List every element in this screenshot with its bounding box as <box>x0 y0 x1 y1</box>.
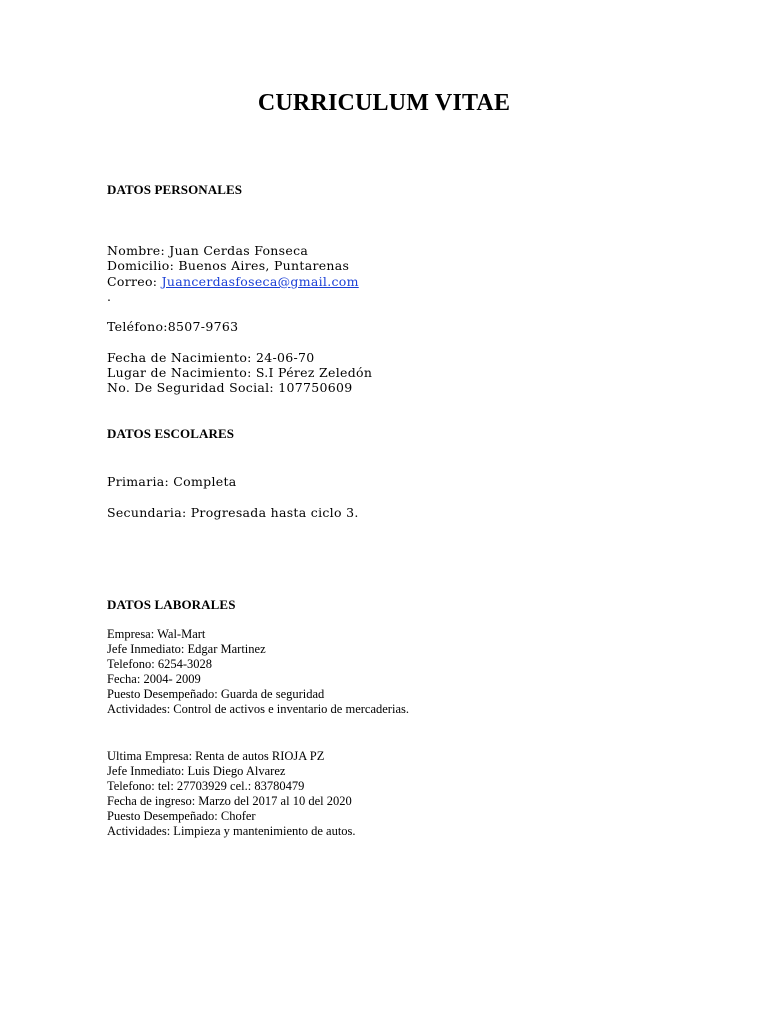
email-label: Correo: <box>107 274 162 289</box>
job1-position: Puesto Desempeñado: Guarda de seguridad <box>107 687 325 701</box>
job1-company: Empresa: Wal-Mart <box>107 627 206 641</box>
secondary-school-line: Secundaria: Progresada hasta ciclo 3. <box>107 505 359 520</box>
dot-line: . <box>107 289 112 304</box>
email-line <box>107 274 359 289</box>
document-title: CURRICULUM VITAE <box>257 90 511 116</box>
work-data-heading: DATOS LABORALES <box>107 597 236 612</box>
job2-position: Puesto Desempeñado: Chofer <box>107 809 256 823</box>
primary-school-line: Primaria: Completa <box>107 474 237 489</box>
job2-date: Fecha de ingreso: Marzo del 2017 al 10 del 2020 <box>107 794 352 808</box>
job2-company: Ultima Empresa: Renta de autos RIOJA PZ <box>107 749 325 763</box>
birth-place-line: Lugar de Nacimiento: S.I Pérez Zeledón <box>107 365 373 380</box>
email-link[interactable]: Juancerdasfoseca@gmail.com <box>161 274 359 289</box>
address-line: Domicilio: Buenos Aires, Puntarenas <box>107 258 350 273</box>
job1-activities: Actividades: Control de activos e inventario de mercaderias. <box>107 702 409 716</box>
job2-activities: Actividades: Limpieza y mantenimiento de autos. <box>107 824 356 838</box>
job1-date: Fecha: 2004- 2009 <box>107 672 201 686</box>
job2-boss: Jefe Inmediato: Luis Diego Alvarez <box>107 764 286 778</box>
job1-boss: Jefe Inmediato: Edgar Martinez <box>107 642 266 656</box>
phone-line: Teléfono:8507-9763 <box>107 319 239 334</box>
social-security-line: No. De Seguridad Social: 107750609 <box>107 380 353 395</box>
personal-data-heading: DATOS PERSONALES <box>107 182 243 197</box>
school-data-heading: DATOS ESCOLARES <box>107 426 235 441</box>
job1-phone: Telefono: 6254-3028 <box>107 657 213 671</box>
job2-phone: Telefono: tel: 27703929 cel.: 83780479 <box>107 779 305 793</box>
birth-date-line: Fecha de Nacimiento: 24-06-70 <box>107 350 315 365</box>
name-line: Nombre: Juan Cerdas Fonseca <box>107 243 309 258</box>
